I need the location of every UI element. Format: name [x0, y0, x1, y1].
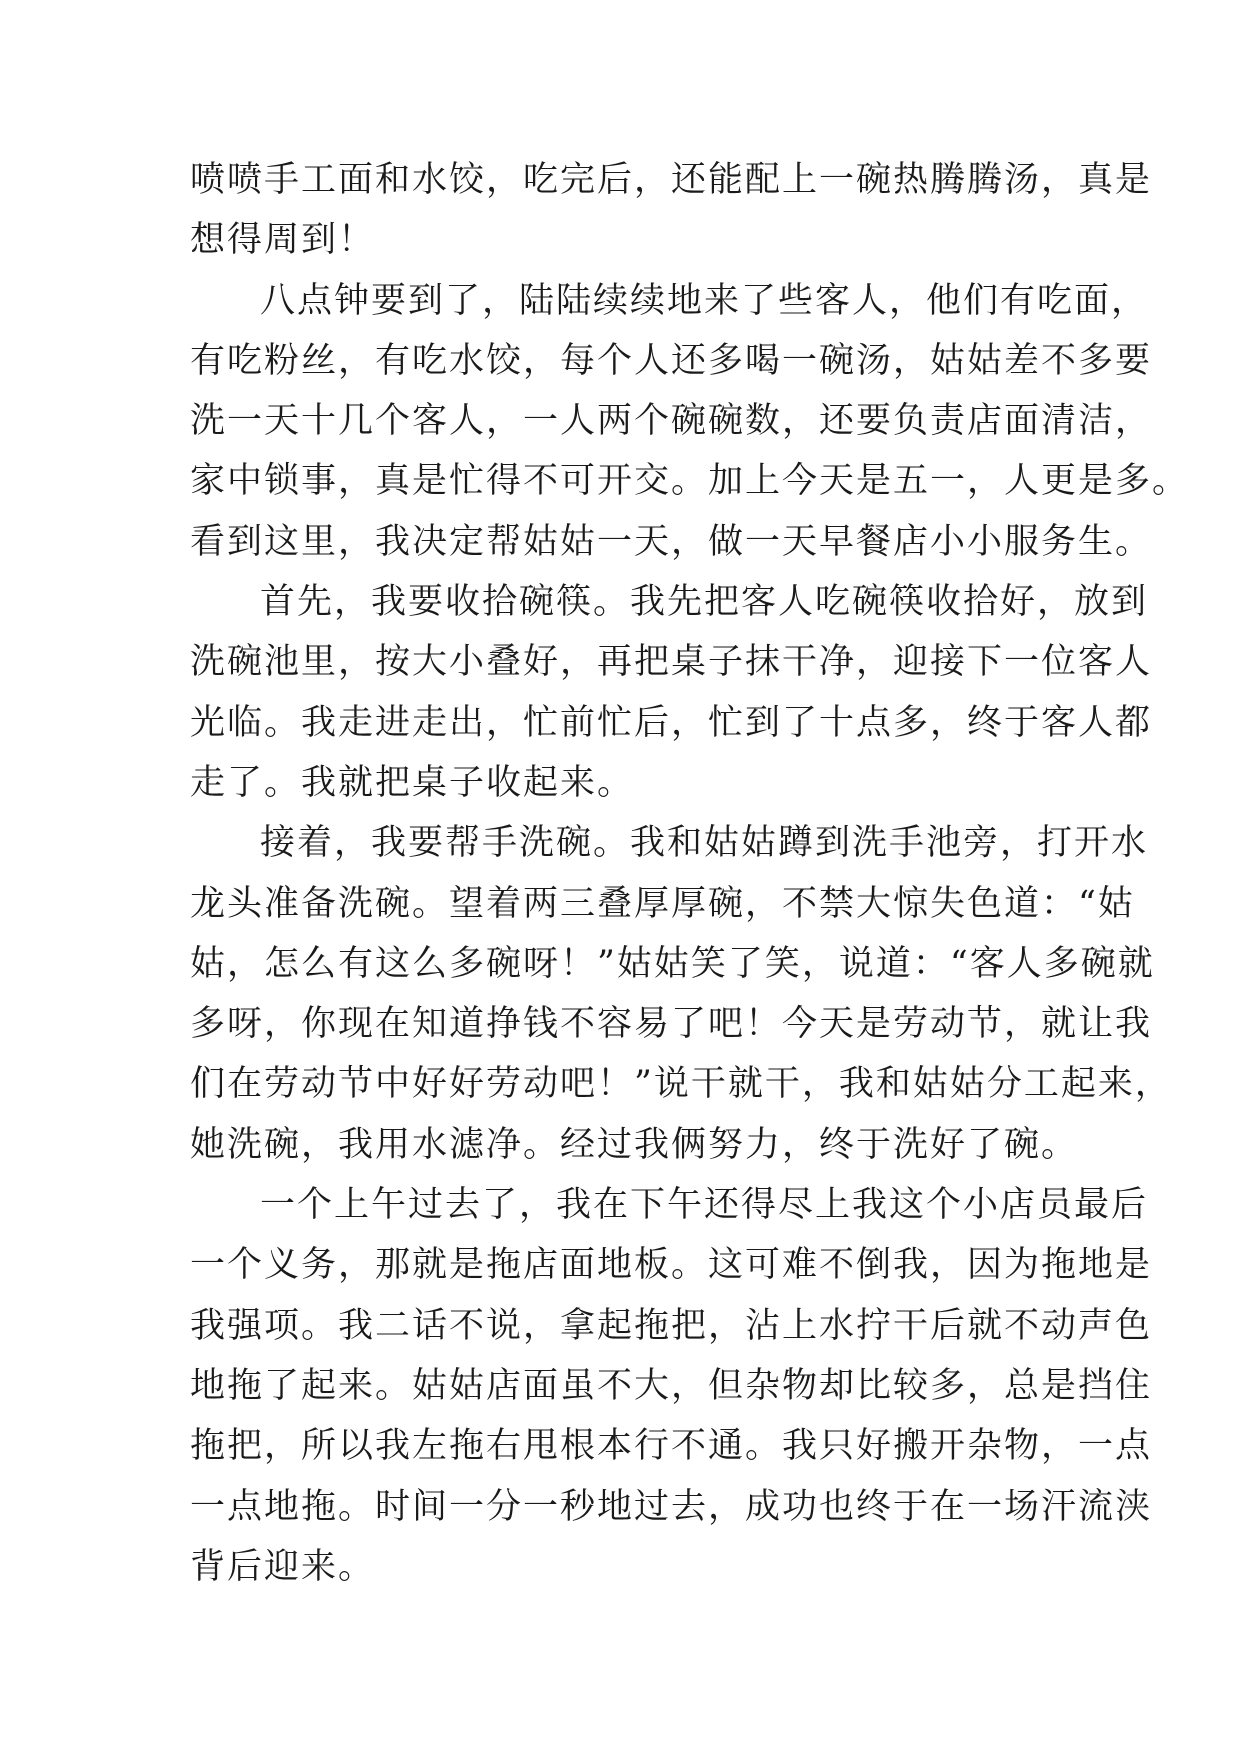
text-line: 洗碗池里，按大小叠好，再把桌子抹干净，迎接下一位客人 — [190, 642, 1153, 683]
text-line: 洗一天十几个客人，一人两个碗碗数，还要负责店面清洁， — [190, 401, 1153, 442]
text-line: 看到这里，我决定帮姑姑一天，做一天早餐店小小服务生。 — [190, 521, 1153, 562]
text-line: 一点地拖。时间一分一秒地过去，成功也终于在一场汗流浃 — [190, 1486, 1153, 1527]
text-line: 多呀，你现在知道挣钱不容易了吧！今天是劳动节，就让我 — [190, 1004, 1153, 1045]
text-line: 走了。我就把桌子收起来。 — [190, 762, 635, 803]
text-line: 地拖了起来。姑姑店面虽不大，但杂物却比较多，总是挡住 — [190, 1365, 1153, 1406]
text-line: 拖把，所以我左拖右甩根本行不通。我只好搬开杂物，一点 — [190, 1426, 1153, 1467]
text-line: 喷喷手工面和水饺，吃完后，还能配上一碗热腾腾汤，真是 — [190, 160, 1153, 200]
text-line: 有吃粉丝，有吃水饺，每个人还多喝一碗汤，姑姑差不多要 — [190, 340, 1153, 381]
text-line: 一个义务，那就是拖店面地板。这可难不倒我，因为拖地是 — [190, 1245, 1153, 1286]
paragraph-start-line: 八点钟要到了，陆陆续续地来了些客人，他们有吃面， — [260, 280, 1149, 321]
text-line: 背后迎来。 — [190, 1546, 376, 1587]
paragraph-start-line: 接着，我要帮手洗碗。我和姑姑蹲到洗手池旁，打开水 — [260, 823, 1149, 864]
text-line: 龙头准备洗碗。望着两三叠厚厚碗，不禁大惊失色道：“姑 — [190, 883, 1135, 924]
text-line: 我强项。我二话不说，拿起拖把，沾上水拧干后就不动声色 — [190, 1305, 1153, 1346]
paragraph-start-line: 首先，我要收拾碗筷。我先把客人吃碗筷收拾好，放到 — [260, 582, 1149, 623]
paragraph-start-line: 一个上午过去了，我在下午还得尽上我这个小店员最后 — [260, 1185, 1149, 1226]
text-line: 姑，怎么有这么多碗呀！”姑姑笑了笑，说道：“客人多碗就 — [190, 943, 1155, 984]
text-line: 光临。我走进走出，忙前忙后，忙到了十点多，终于客人都 — [190, 702, 1153, 743]
text-line: 她洗碗，我用水滤净。经过我俩努力，终于洗好了碗。 — [190, 1124, 1079, 1165]
text-line: 家中锁事，真是忙得不可开交。加上今天是五一，人更是多。 — [190, 461, 1190, 502]
essay-body — [190, 150, 1190, 1597]
text-line: 们在劳动节中好好劳动吧！”说干就干，我和姑姑分工起来， — [190, 1064, 1172, 1105]
text-line: 想得周到！ — [190, 220, 376, 261]
